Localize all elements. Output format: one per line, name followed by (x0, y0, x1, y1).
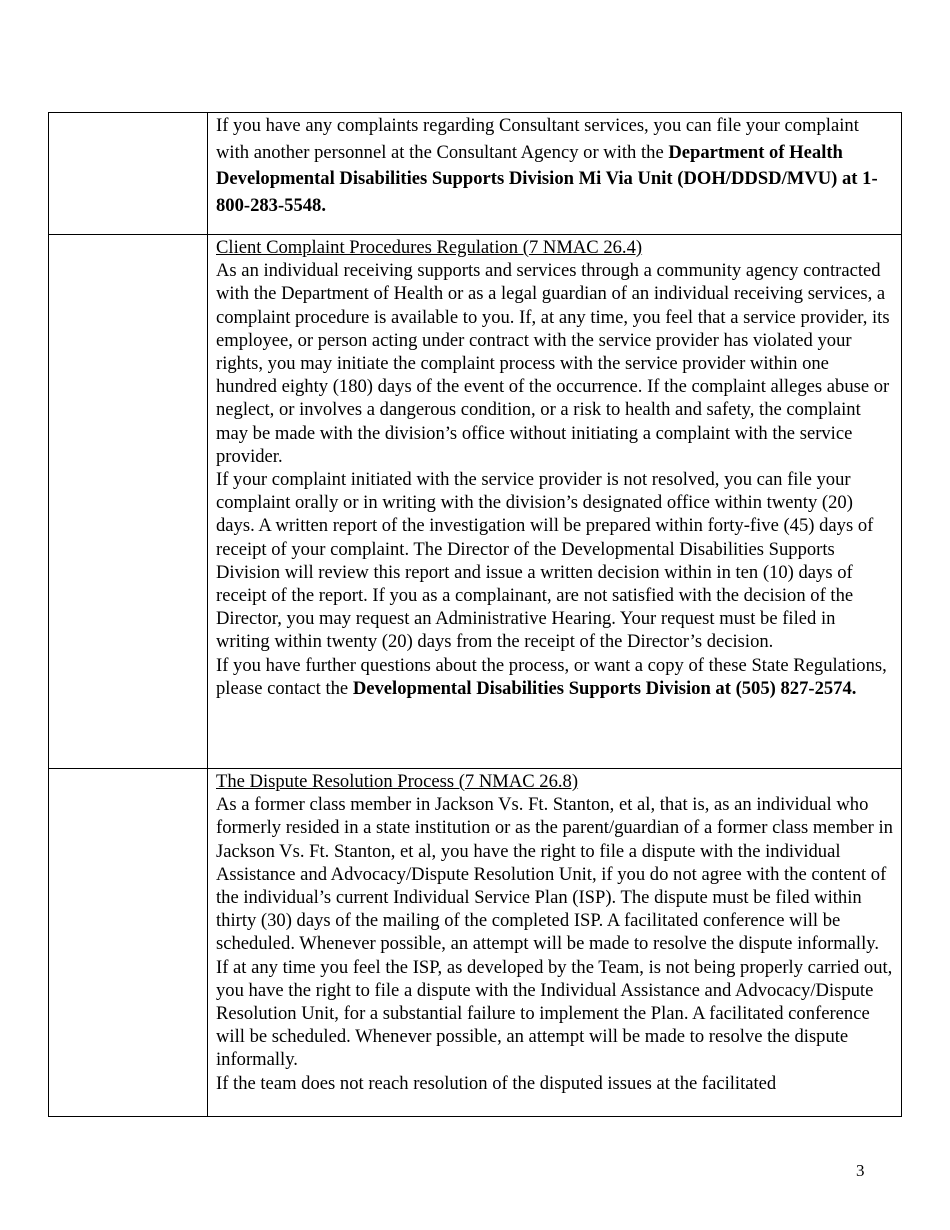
table-row (49, 113, 902, 235)
client-complaint-heading: Client Complaint Procedures Regulation (7 NMAC 26.4) (216, 237, 643, 258)
client-complaint-para-2: If your complaint initiated with the service provider is not resolved, you can file your complaint orally or in writing with the division’s designated office within twenty (20) days. A written report of the investigation will be prepared within forty-five (45) days of receipt of your complaint. The Director of the Developmental Disabilities Supports Division will review this report and issue a written decision within in ten (10) days of receipt of the report. If you as a complainant, are not satisfied with the decision of the Director, you may request an Administrative Hearing. Your request must be filed in writing within twenty (20) days from the receipt of the Director’s decision. (216, 469, 874, 653)
empty-left-cell (49, 113, 208, 235)
dispute-resolution-para-2: If at any time you feel the ISP, as developed by the Team, is not being properly carried out, you have the right to file a dispute with the Individual Assistance and Advocacy/Dispute Resolution Unit, for a substantial failure to implement the Plan. A facilitated conference will be scheduled. Whenever possible, an attempt will be made to resolve the dispute informally. (216, 956, 893, 1071)
table-row (49, 769, 902, 1117)
document-table (48, 112, 902, 1117)
dispute-resolution-heading: The Dispute Resolution Process (7 NMAC 26.8) (216, 771, 579, 792)
consultant-complaint-text (208, 113, 901, 219)
client-complaint-cell (208, 235, 902, 769)
ddsd-contact-bold: Developmental Disabilities Supports Division at (505) 827-2574. (352, 677, 857, 699)
dispute-resolution-para-1: As a former class member in Jackson Vs. Ft. Stanton, et al, that is, as an individual who formerly resided in a state institution or as the parent/guardian of a former class member in Jackson Vs. Ft. Stanton, et al, you have the right to file a dispute with the individual Assistance and Advocacy/Dispute Resolution Unit, if you do not agree with the content of the individual’s current Individual Service Plan (ISP). The dispute must be filed within thirty (30) days of the mailing of the completed ISP. A facilitated conference will be scheduled. Whenever possible, an attempt will be made to resolve the dispute informally. (216, 794, 893, 955)
consultant-complaint-cell (208, 113, 902, 235)
page-number: 3 (856, 1161, 865, 1180)
client-complaint-para-3-plain: If you have further questions about the process, or want a copy of these State Regulations, please contact the (216, 654, 887, 699)
doh-contact-bold: Department of Health Developmental Disabilities Supports Division Mi Via Unit (DOH/DDSD/MVU) at 1-800-283-5548. (216, 141, 878, 216)
empty-left-cell (49, 769, 208, 1117)
table-row (49, 235, 902, 769)
client-complaint-para-1: As an individual receiving supports and services through a community agency contracted with the Department of Health or as a legal guardian of an individual receiving services, a complaint procedure is available to you. If, at any time, you feel that a service provider, its employee, or person acting under contract with the service provider has violated your rights, you may initiate the complaint process with the service provider within one hundred eighty (180) days of the event of the occurrence. If the complaint alleges abuse or neglect, or involves a dangerous condition, or a risk to health and safety, the complaint may be made with the division’s office without initiating a complaint with the service provider. (216, 260, 890, 467)
consultant-complaint-plain: If you have any complaints regarding Consultant services, you can file your complaint with another personnel at the Consultant Agency or with the (216, 115, 859, 163)
client-complaint-para-3 (216, 654, 893, 700)
dispute-resolution-para-3: If the team does not reach resolution of the disputed issues at the facilitated (216, 1072, 777, 1094)
dispute-resolution-text (208, 769, 901, 1095)
dispute-resolution-cell (208, 769, 902, 1117)
empty-left-cell (49, 235, 208, 769)
client-complaint-text (208, 235, 901, 700)
